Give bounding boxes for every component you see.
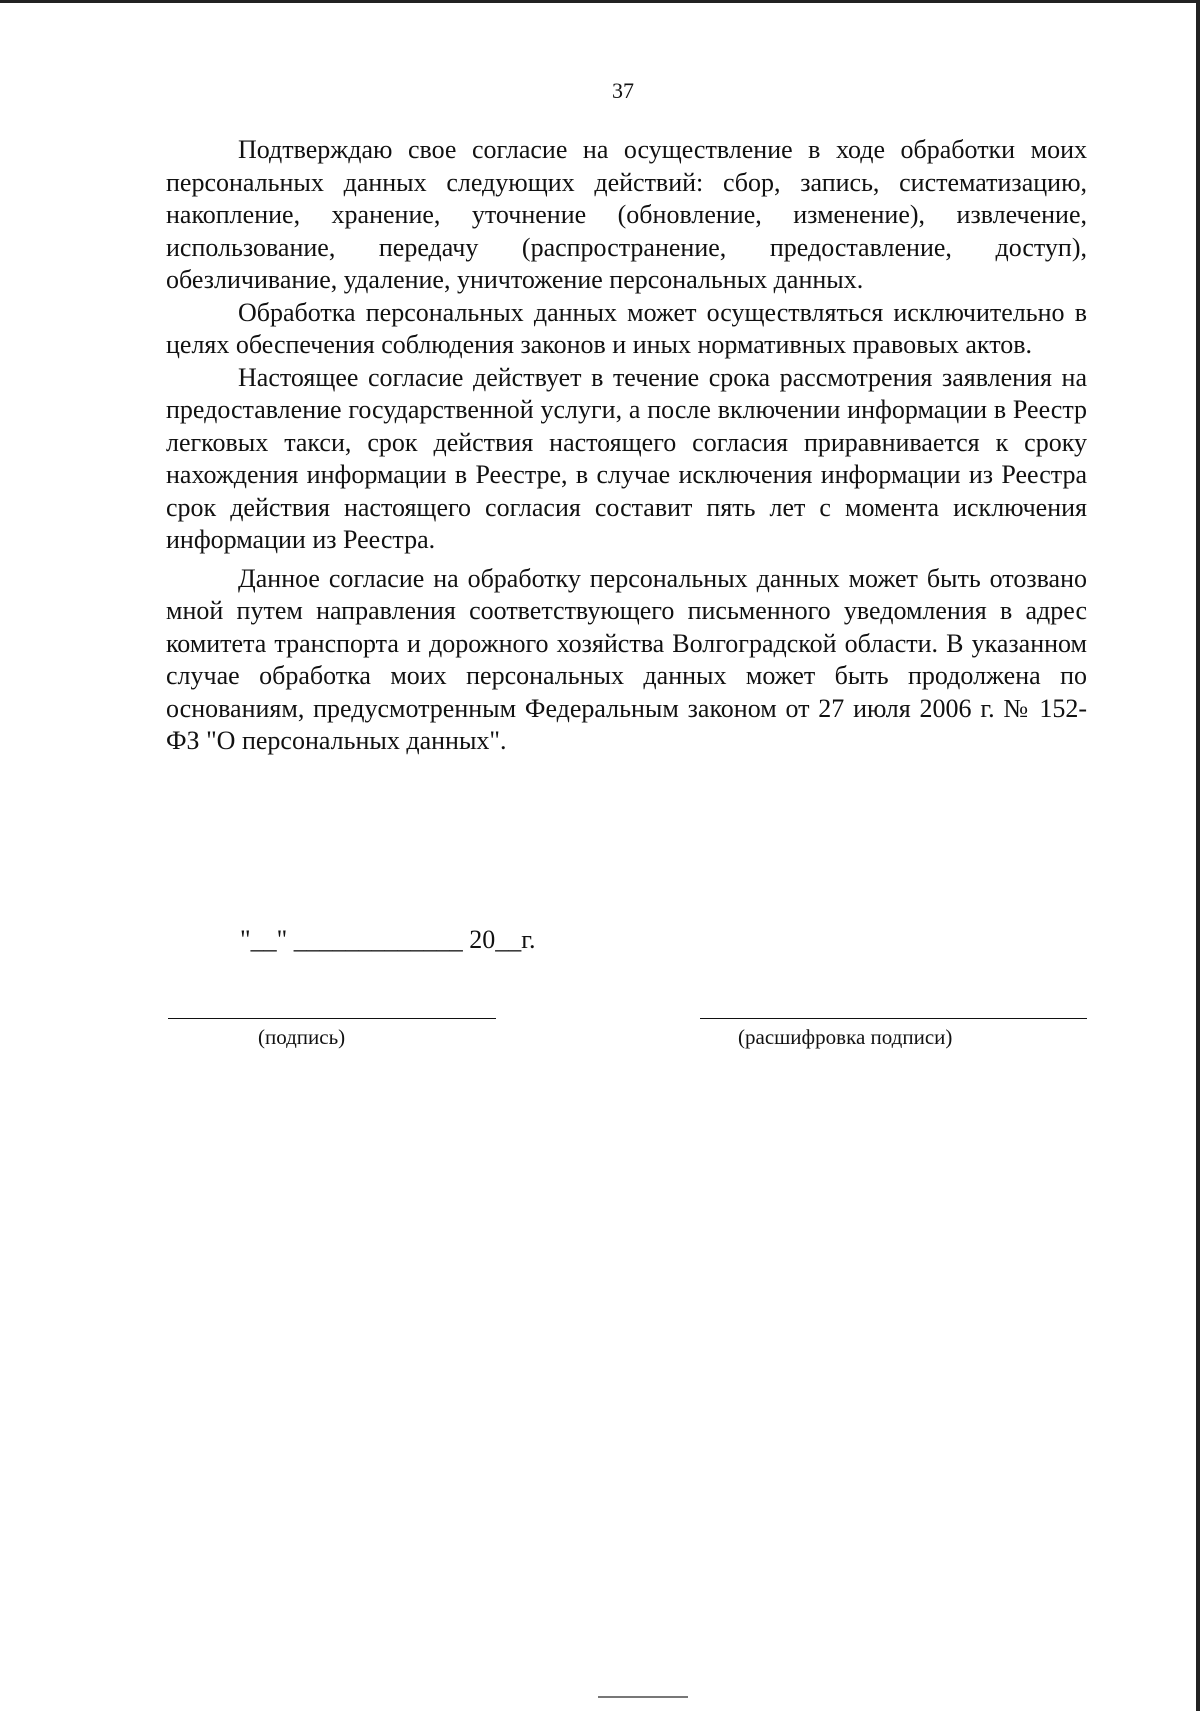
paragraph-consent-withdrawal: Данное согласие на обработку персональных данных может быть отозвано мной путем направления соответствующего письменного уведомления в адрес комитета транспорта и дорожного хозяйства Волгоградской области. В указанном случае обработка моих персональных данных может быть продолжена по основаниям, предусмотренным Федеральным законом от 27 июля 2006 г. № 152-ФЗ "О персональных данных". — [166, 563, 1087, 755]
consent-text — [166, 134, 1087, 758]
scan-border-right — [1196, 0, 1200, 1711]
scan-speck — [598, 1696, 688, 1698]
paragraph-processing-actions: Подтверждаю свое согласие на осуществление в ходе обработки моих персональных данных следующих действий: сбор, запись, систематизацию, накопление, хранение, уточнение (обновление, изменение), извлечение, использование, передачу (распространение, предоставление, доступ), обезличивание, удаление, уничтожение персональных данных. — [166, 135, 1087, 294]
paragraph-consent-duration: Настоящее согласие действует в течение срока рассмотрения заявления на предоставление государственной услуги, а после включении информации в Реестр легковых такси, срок действия настоящего согласия приравнивается к сроку нахождения информации в Реестре, в случае исключения информации из Реестра срок действия настоящего согласия составит пять лет с момента исключения информации из Реестра. — [166, 362, 1087, 554]
signature-transcript-caption: (расшифровка подписи) — [738, 1025, 953, 1049]
signature-line — [168, 1018, 496, 1019]
signature-transcript-line — [700, 1018, 1087, 1019]
paragraph-processing-purpose: Обработка персональных данных может осуществляться исключительно в целях обеспечения соблюдения законов и иных нормативных правовых актов. — [166, 297, 1087, 359]
scan-border-top — [0, 0, 1200, 3]
date-line: "__" _____________ 20__г. — [240, 925, 536, 954]
signature-caption: (подпись) — [258, 1025, 346, 1049]
page-number: 37 — [612, 78, 634, 103]
